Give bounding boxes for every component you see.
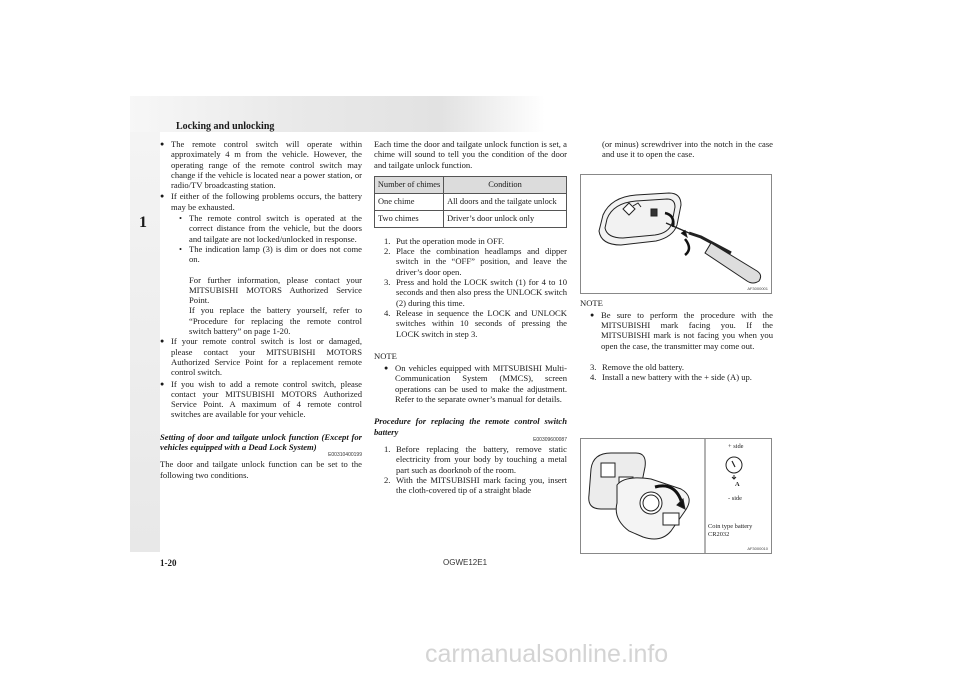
table-header: Condition [444,176,567,193]
label-a: A [735,481,740,488]
chapter-side-tab [130,132,160,552]
battery-illustration [581,439,771,553]
step-item: 1. Put the operation mode in OFF. [384,235,505,246]
watermark: carmanualsonline.info [425,640,669,668]
step-item: 3. Remove the old battery. [590,362,685,373]
column-1 [160,139,362,480]
note-bullet: ● Be sure to perform the procedure with the MITSUBISHI mark facing you. If the MITSUBISHI mark is not facing you when you open the case, the transmitter may come out. [590,310,773,351]
step-item: 2. Place the combination headlamps and dipper switch in the “OFF” position, and leave the driver’s door open. [384,246,567,277]
sub-bullet-item: • The indication lamp (3) is dim or does not come on. [160,244,362,265]
bullet-item: ● If either of the following problems occurs, the battery may be exhausted. [160,191,362,212]
chime-condition-table [374,176,567,228]
table-cell: All doors and the tailgate unlock [444,193,567,210]
note-label: NOTE [580,297,603,308]
column-2 [374,139,567,495]
table-row [375,210,567,227]
section-text: The door and tailgate unlock function can be set to the following two conditions. [160,459,362,480]
figure-code: AF3000001 [747,286,768,291]
indented-paragraph: For further information, please contact your MITSUBISHI MOTORS Authorized Service Point. [189,274,362,306]
step-item: 3. Press and hold the LOCK switch (1) for 4 to 10 seconds and then also press the UNLOCK switch (2) during this time. [384,277,567,308]
step-item: 4. Release in sequence the LOCK and UNLOCK switches within 10 seconds of pressing the LOCK switch in step 3. [384,307,567,339]
minus-side-label: - side [728,495,743,502]
indented-paragraph: If you replace the battery yourself, refer to “Procedure for replacing the remote control switch battery” on page 1-20. [189,305,362,337]
table-cell: One chime [375,193,444,210]
bullet-item: ● If you wish to add a remote control switch, please contact your MITSUBISHI MOTORS Authorized Service Point. A maximum of 4 remote control switches are available for your vehicle. [160,379,362,420]
step-item: 4. Install a new battery with the + side (A) up. [590,372,752,383]
note-bullet: ● On vehicles equipped with MITSUBISHI Multi-Communication System (MMCS), screen operations can be used to make the adjustment. Refer to the separate owner’s manual for details. [384,363,567,404]
chapter-number: 1 [139,214,147,231]
bullet-item: ● If your remote control switch is lost or damaged, please contact your MITSUBISHI MOTORS Authorized Service Point for a replacement remote control switch. [160,336,362,377]
section-title: Setting of door and tailgate unlock function (Except for vehicles equipped with a Dead Lock System) [160,431,362,453]
table-header: Number of chimes [375,176,444,193]
figure-battery [580,438,772,554]
section-title: Procedure for replacing the remote control switch battery [374,416,567,437]
table-cell: Two chimes [375,210,444,227]
section-code: E00309600087 [533,436,567,443]
step-item: 2. With the MITSUBISHI mark facing you, insert the cloth-covered tip of a straight blade [384,474,567,496]
battery-model-label: CR2032 [708,531,730,538]
figure-open-case [580,174,772,294]
figure-code: AF3000010 [747,546,768,551]
remote-screwdriver-illustration [581,175,771,293]
note-label: NOTE [374,350,397,361]
bullet-item: ● The remote control switch will operate within approximately 4 m from the vehicle. However, the operating range of the remote control switch may change if the vehicle is located near a power station, or radio/TV broadcasting station. [160,139,362,190]
step-item: 1. Before replacing the battery, remove static electricity from your body by touching a metal part such as doorknob of the room. [384,443,567,475]
continued-text: (or minus) screwdriver into the notch in the case and use it to open the case. [602,139,773,160]
plus-side-label: + side [728,443,744,450]
page-number: 1-20 [160,558,177,568]
page-title: Locking and unlocking [176,121,275,132]
table-cell: Driver’s door unlock only [444,210,567,227]
table-row [375,193,567,210]
sub-bullet-item: • The remote control switch is operated at the correct distance from the vehicle, but the doors and tailgate are not locked/unlocked in response. [160,213,362,244]
intro-paragraph: Each time the door and tailgate unlock function is set, a chime will sound to tell you the condition of the door and tailgate unlock function. [374,139,567,170]
document-code: OGWE12E1 [443,558,488,567]
section-code: E00310400199 [328,452,362,459]
battery-type-label: Coin type battery [708,523,753,530]
